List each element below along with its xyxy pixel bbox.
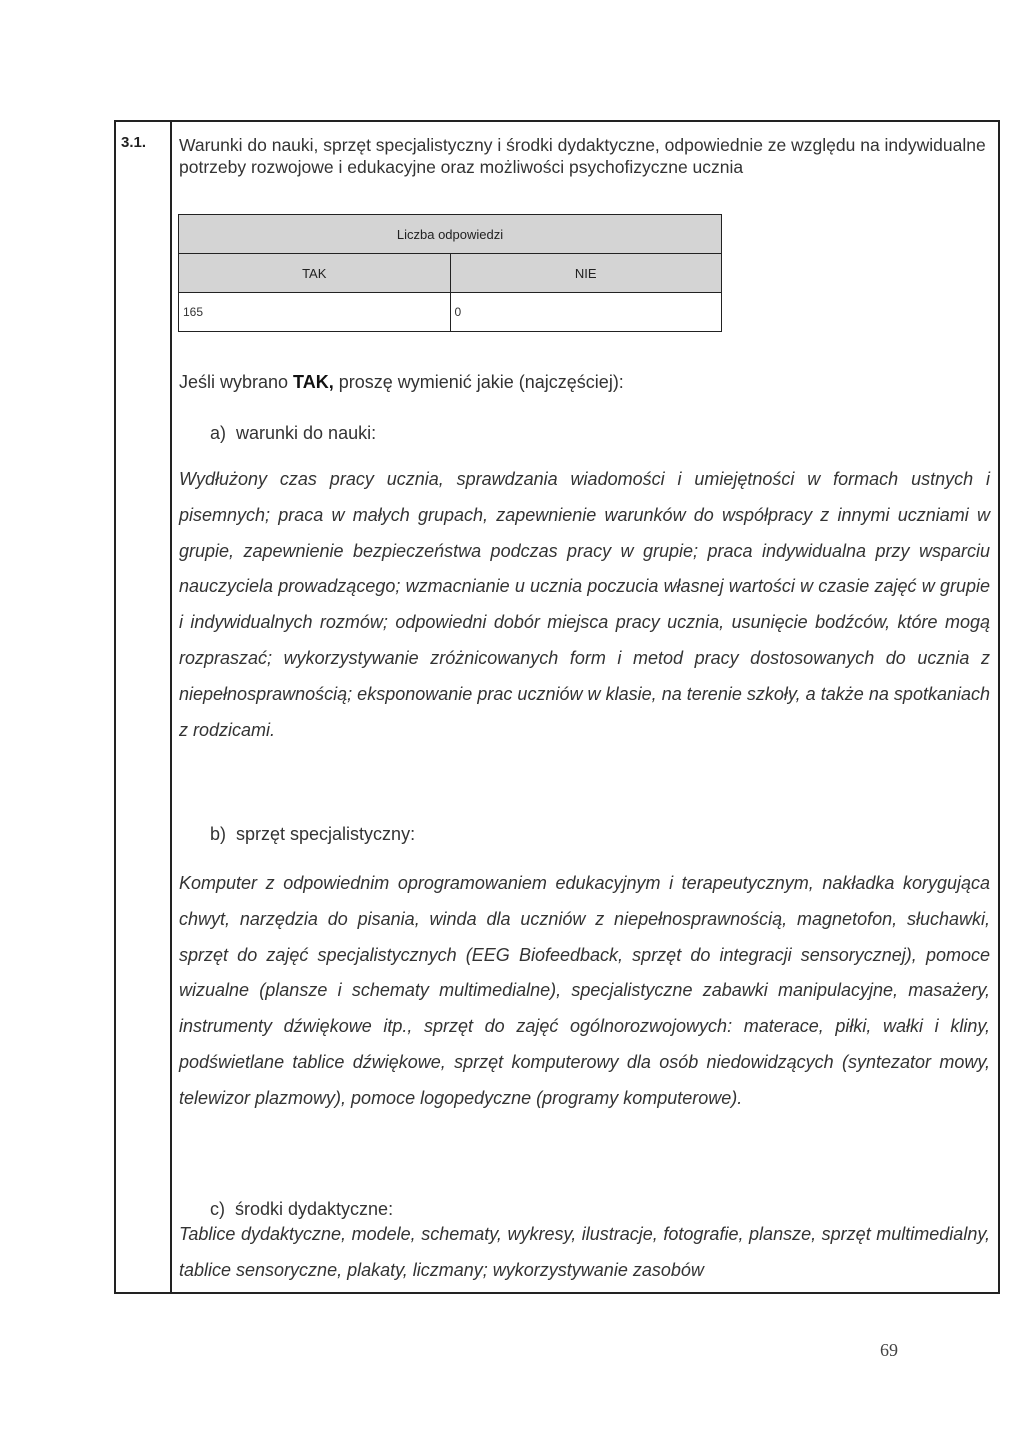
section-number: 3.1. <box>121 134 147 151</box>
count-yes: 165 <box>179 293 451 332</box>
prompt-emphasis: TAK, <box>293 372 334 392</box>
item-b-label: b) sprzęt specjalistyczny: <box>210 824 416 844</box>
item-c-label: c) środki dydaktyczne: <box>210 1199 394 1219</box>
prompt-suffix: proszę wymienić jakie (najczęściej): <box>333 372 624 392</box>
section-title: Warunki do nauki, sprzęt specjalistyczny i środki dydaktyczne, odpowiednie ze względu na indywidualne potrzeby rozwojowe i edukacyjne oraz możliwości psychofizyczne ucznia <box>179 135 986 177</box>
count-no: 0 <box>450 293 722 332</box>
table-header: Liczba odpowiedzi <box>179 215 722 254</box>
response-count-table <box>178 214 722 332</box>
item-a-label: a) warunki do nauki: <box>210 423 377 443</box>
column-divider <box>170 120 172 1294</box>
column-header-no: NIE <box>450 254 722 293</box>
prompt-prefix: Jeśli wybrano <box>179 372 294 392</box>
item-a-text: Wydłużony czas pracy ucznia, sprawdzania wiadomości i umiejętności w formach ustnych i pisemnych; praca w małych grupach, zapewnienie warunków do współpracy z innymi uczniami w grupie, zapewnienie bezpieczeństwa podczas pracy w grupie; praca indywidualna przy wsparciu nauczyciela prowadzącego; wzmacnianie u ucznia poczucia własnej wartości w czasie zajęć w grupie i indywidualnych rozmów; odpowiedni dobór miejsca pracy ucznia, usunięcie bodźców, które mogą rozpraszać; wykorzystywanie zróżnicowanych form i metod pracy dostosowanych do ucznia z niepełnosprawnością; eksponowanie prac uczniów w klasie, na terenie szkoły, a także na spotkaniach z rodzicami. <box>179 469 990 740</box>
item-b-text: Komputer z odpowiednim oprogramowaniem edukacyjnym i terapeutycznym, nakładka korygująca chwyt, narzędzia do pisania, winda dla uczniów z niepełnosprawnością, magnetofon, słuchawki, sprzęt do zajęć specjalistycznych (EEG Biofeedback, sprzęt do integracji sensorycznej), pomoce wizualne (plansze i schematy multimedialne), specjalistyczne zabawki manipulacyjne, masażery, instrumenty dźwiękowe itp., sprzęt do zajęć ogólnorozwojowych: materace, piłki, wałki i kliny, podświetlane tablice dźwiękowe, sprzęt komputerowy dla osób niedowidzących (syntezator mowy, telewizor plazmowy), pomoce logopedyczne (programy komputerowe). <box>179 873 990 1108</box>
item-c-text: Tablice dydaktyczne, modele, schematy, wykresy, ilustracje, fotografie, plansze, sprzęt multimedialny, tablice sensoryczne, plakaty, liczmany; wykorzystywanie zasobów <box>179 1224 990 1280</box>
follow-up-prompt <box>179 372 624 393</box>
page-number: 69 <box>880 1340 898 1360</box>
column-header-yes: TAK <box>179 254 451 293</box>
